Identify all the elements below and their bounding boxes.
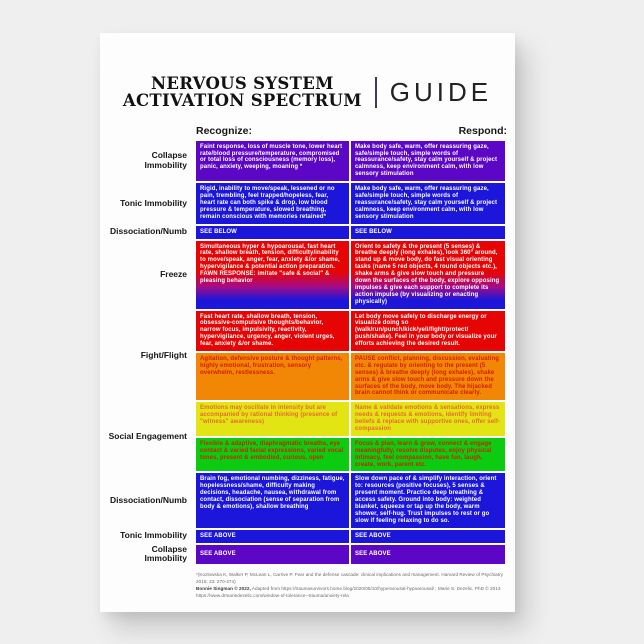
footnote — [196, 571, 504, 599]
respond-cell: Slow down pace of & simplify interaction, orient to: resources (positive focuses), 5 senses & present moment. Practice deep breathing & access safety. Ground into body: weighted blanket, squeeze or tap up the body, warm shower, self-hug. Trust impulses to rest or go slow if feeling relaxing to do so. — [351, 473, 505, 527]
row-label-social-engagement: Social Engagement — [108, 431, 187, 442]
recognize-cell: Faint response, loss of muscle tone, lower heart rate/blood pressure/temperature, compromised or total loss of consciousness (memory loss), panic, anxiety, weeping, moaning * — [196, 141, 349, 181]
respond-cell: SEE BELOW — [351, 226, 505, 239]
respond-cell: Let body move safely to discharge energy or visualize doing so (walk/run/punch/kick/yell/fight/protect/ push/shake). Feel in your body or visualize your efforts achieving the desired result. — [351, 311, 505, 351]
recognize-cell: Flexible & adaptive, diaphragmatic breaths, eye contact & varied facial expressions, varied vocal tones, present & embodied, curious, open — [196, 438, 349, 472]
row-label-dissociation-numb: Dissociation/Numb — [110, 494, 187, 505]
poster-title — [123, 75, 362, 110]
recognize-cell: Simultaneous hyper & hypoarousal, fast heart rate, shallow breath, tension, difficulty/inability to move/speak, anger, fear, anxiety &/or shame, hypervigilance & potential action preparation. FAWN RESPONSE: imitate "safe & social" & pleasing behavior — [196, 241, 349, 309]
recognize-cell: SEE ABOVE — [196, 545, 349, 564]
recognize-cell: SEE BELOW — [196, 226, 349, 239]
respond-cell: Focus & plan, learn & grow, connect & engage meaningfully, resolve disputes, enjoy physical intimacy, feel compassion, have fun, laugh, create, work, parent etc. — [351, 438, 505, 472]
respond-cell: Name & validate emotions & sensations, express needs & requests & emotions, identify limiting beliefs & replace with supportive ones, offer self-compassion — [351, 402, 505, 436]
respond-cell: PAUSE conflict, planning, discussion, evaluating etc. & regulate by orienting to the present (5 senses) & breathe deeply (long exhales), shake arms & give slow touch and pressure down the surfaces of the body, move body. The hijacked brain cannot think or communicate clearly. — [351, 353, 505, 400]
respond-cell: Make body safe, warm, offer reassuring gaze, safe/simple touch, simple words of reassurance/safety, stay calm yourself & project calmness, keep environment calm, with low sensory stimulation — [351, 141, 505, 181]
recognize-cell: SEE ABOVE — [196, 530, 349, 543]
recognize-cell: Brain fog, emotional numbing, dizziness, fatigue, hopelessness/shame, difficulty making decisions, headache, nausea, withdrawal from contact, dissociation (sense of separation from body & emotions), shallow breathing — [196, 473, 349, 527]
row-label-fight-flight: Fight/Flight — [140, 349, 187, 360]
respond-cell: Orient to safety & the present (5 senses) & breathe deeply (long exhales), look 360° around, stand up & move body, do fast visual orienting tasks (name 5 red objects, 4 round objects etc.), shake arms & give slow touch and pressure down the surfaces of the body, explore opposing impulses & give each support to complete its action impulse (by visualizing or enacting physically) — [351, 241, 505, 309]
title-divider — [375, 77, 377, 108]
guide-label: GUIDE — [389, 76, 493, 107]
respond-cell: SEE ABOVE — [351, 545, 505, 564]
poster-title-line2: ACTIVATION SPECTRUM — [122, 91, 362, 111]
column-headers — [196, 125, 507, 137]
row-label-tonic-immobility: Tonic Immobility — [120, 530, 187, 541]
poster-title-line1: NERVOUS SYSTEM — [151, 74, 334, 93]
row-label-collapse-immobility: Collapse Immobility — [144, 543, 187, 564]
poster — [100, 33, 515, 612]
recognize-cell: Emotions may oscillate in intensity but are accompanied by rational thinking (presence of "witness" awareness) — [196, 402, 349, 436]
recognize-header: Recognize: — [196, 124, 253, 137]
recognize-cell: Agitation, defensive posture & thought patterns, highly emotional, frustration, sensory overwhelm, restlessness. — [196, 353, 349, 400]
footnote-url: https://www.drmariedezelic.com/window-of-tolerance--trauma/anxiety-rela — [196, 593, 349, 599]
footnote-credit: Bonnie Singman © 2022, Adapted from https://traumasurvivors.home.blog/2020/05/10/hyperarousal-hypoarousal/ ; Marie S. Dezelic, PhD © 2013 — [196, 585, 501, 591]
row-label-dissociation-numb: Dissociation/Numb — [110, 226, 187, 237]
row-label-freeze: Freeze — [160, 268, 187, 279]
footnote-author: Bonnie Singman © 2022, — [196, 585, 251, 591]
footnote-citation: *(Kozlowska K, Walker P, McLean L, Carrive P. Fear and the defense cascade: clinical implications and management. Harvard Review of Psychiatry 2015; 23: 270-274) — [196, 571, 504, 584]
row-label-collapse-immobility: Collapse Immobility — [144, 150, 187, 170]
title-block — [100, 75, 515, 110]
respond-cell: SEE ABOVE — [351, 530, 505, 543]
respond-cell: Make body safe, warm, offer reassuring gaze, safe/simple touch, simple words of reassurance/safety, stay calm yourself & project calmness, keep environment calm, with low sensory stimulation — [351, 183, 505, 223]
row-label-tonic-immobility: Tonic Immobility — [120, 197, 187, 208]
respond-header: Respond: — [458, 124, 507, 137]
recognize-cell: Rigid, inability to move/speak, lessened or no pain, trembling, feel trapped/hopeless, fear, heart rate can both spike & drop, low blood pressure & temperature, slowed breathing, remain conscious with memories retained* — [196, 183, 349, 223]
recognize-cell: Fast heart rate, shallow breath, tension, obsessive-compulsive thoughts/behavior, narrow focus, impulsivity, reactivity, hypervigilance, urgency, anger, violent urges, fear, anxiety &/or shame. — [196, 311, 349, 351]
spectrum-table — [108, 141, 511, 564]
